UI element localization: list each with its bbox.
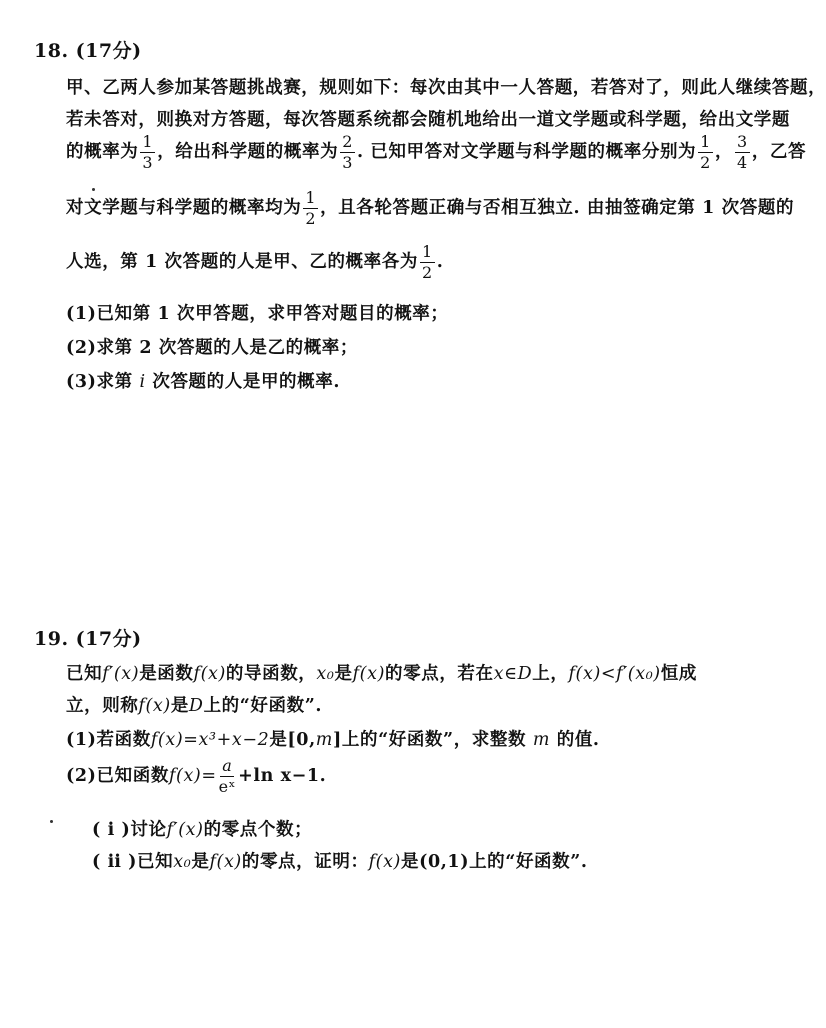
p18-line-5: 人选，第 1 次答题的人是甲、乙的概率各为 $\frac{1}{2}$ . xyxy=(66,242,444,282)
p18-question-3: (3)求第 i 次答题的人是甲的概率. xyxy=(66,372,341,392)
p19-subquestion-ii: ( ⅱ )已知x₀是f(x)的零点，证明：f(x)是(0,1)上的“好函数”. xyxy=(92,852,588,872)
problem-19-header: 19. (17分) xyxy=(34,628,142,650)
p19-line-1: 已知f′(x)是函数f(x)的导函数，x₀是f(x)的零点，若在x∈D上，f(x)<f′(x₀)恒成 xyxy=(66,664,697,684)
scan-speck xyxy=(92,188,95,191)
fraction: $\frac{1}{3}$ xyxy=(142,132,154,172)
p19-question-1: (1)若函数f(x)=x³+x−2是[0,m]上的“好函数”，求整数 m 的值. xyxy=(66,730,600,750)
p19-question-2: (2)已知函数f(x)= $\frac{a}{\text{eˣ}}$ +ln x−1. xyxy=(66,756,327,796)
p19-line-2: 立，则称f(x)是D上的“好函数”. xyxy=(66,696,323,716)
p18-question-1: (1)已知第 1 次甲答题，求甲答对题目的概率； xyxy=(66,304,449,324)
p18-line-4: 对文学题与科学题的概率均为 $\frac{1}{2}$ ，且各轮答题正确与否相互独立. 由抽签确定第 1 次答题的 xyxy=(66,188,795,228)
p18-line-1: 甲、乙两人参加某答题挑战赛，规则如下：每次由其中一人答题，若答对了，则此人继续答题， xyxy=(66,78,826,98)
fraction: $\frac{a}{\text{eˣ}}$ xyxy=(218,756,237,796)
fraction: $\frac{1}{2}$ xyxy=(305,188,317,228)
scan-speck xyxy=(50,820,53,823)
p18-question-2: (2)求第 2 次答题的人是乙的概率； xyxy=(66,338,358,358)
p18-line-2: 若未答对，则换对方答题，每次答题系统都会随机地给出一道文学题或科学题，给出文学题 xyxy=(66,110,790,130)
fraction: $\frac{1}{2}$ xyxy=(421,242,433,282)
fraction: $\frac{2}{3}$ xyxy=(342,132,353,172)
p19-subquestion-i: ( ⅰ )讨论f′(x)的零点个数； xyxy=(92,820,313,840)
problem-18-header: 18. (17分) xyxy=(34,40,142,62)
fraction: $\frac{1}{2}$ xyxy=(700,132,711,172)
p18-line-3: 的概率为 $\frac{1}{3}$ ，给出科学题的概率为 $\frac{2}{3}$ . 已知甲答对文学题与科学题的概率分别为 $\frac{1}{2}$ ， $\frac{3}{4}$ ，乙答 xyxy=(66,132,807,172)
fraction: $\frac{3}{4}$ xyxy=(737,132,748,172)
